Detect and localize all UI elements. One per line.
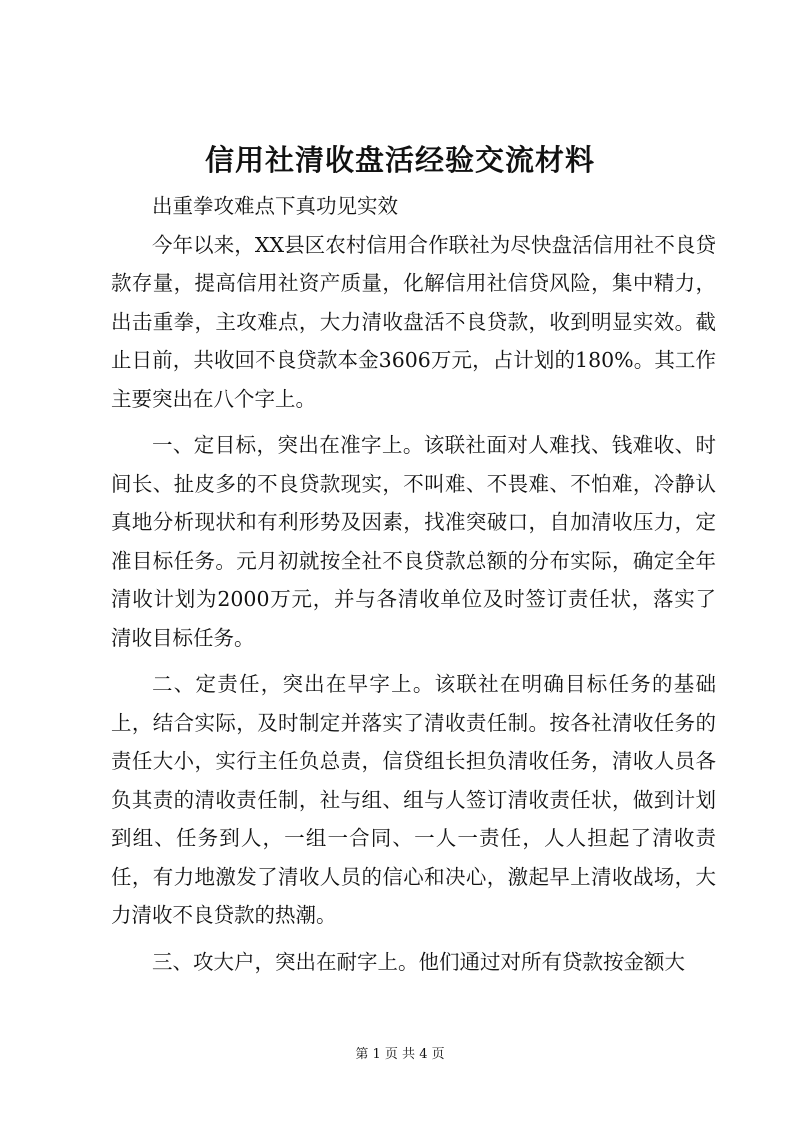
document-title: 信用社清收盘活经验交流材料 (204, 143, 595, 177)
document-body (111, 187, 716, 989)
page-number-footer: 第 1 页 共 4 页 (355, 1047, 445, 1062)
paragraph-section-2: 二、定责任，突出在早字上。该联社在明确目标任务的基础上，结合实际，及时制定并落实了清收责任制。按各社清收任务的责任大小，实行主任负总责，信贷组长担负清收任务，清收人员各负其责的清收责任制，社与组、组与人签订清收责任状，做到计划到组、任务到人，一组一合同、一人一责任，人人担起了清收责任，有力地激发了清收人员的信心和决心，激起早上清收战场，大力清收不良贷款的热潮。 (111, 672, 716, 927)
document-subtitle: 出重拳攻难点下真功见实效 (152, 194, 398, 218)
paragraph-section-3: 三、攻大户，突出在耐字上。他们通过对所有贷款按金额大 (152, 949, 685, 974)
paragraph-intro: 今年以来，XX县区农村信用合作联社为尽快盘活信用社不良贷款存量，提高信用社资产质量，化解信用社信贷风险，集中精力，出击重拳，主攻难点，大力清收盘活不良贷款，收到明显实效。截止日前，共收回不良贷款本金3606万元，占计划的180%。其工作主要突出在八个字上。 (111, 232, 716, 411)
paragraph-section-1: 一、定目标，突出在准字上。该联社面对人难找、钱难收、时间长、扯皮多的不良贷款现实，不叫难、不畏难、不怕难，冷静认真地分析现状和有利形势及因素，找准突破口，自加清收压力，定准目标任务。元月初就按全社不良贷款总额的分布实际，确定全年清收计划为2000万元，并与各清收单位及时签订责任状，落实了清收目标任务。 (111, 433, 716, 650)
